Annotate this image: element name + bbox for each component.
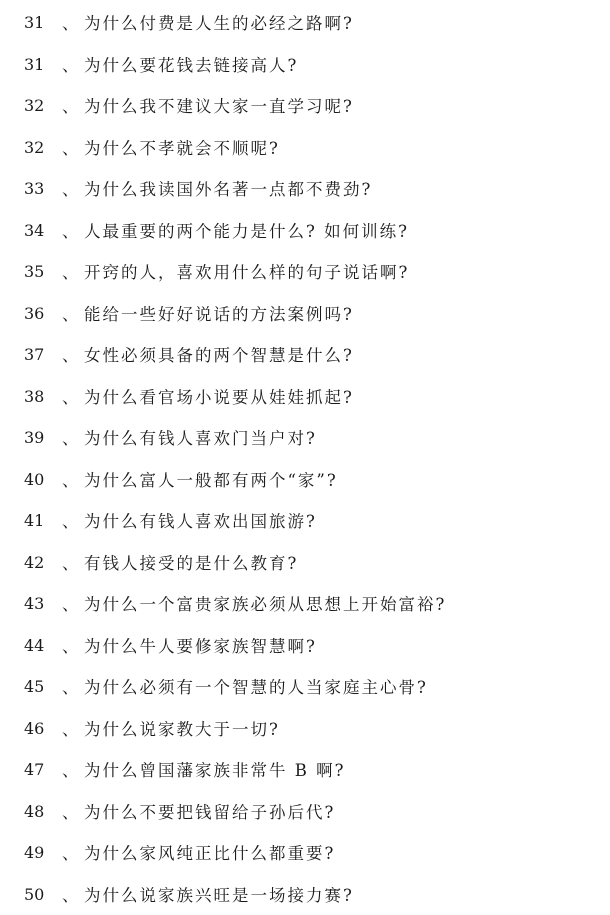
item-separator: 、 (62, 97, 79, 116)
item-separator: 、 (62, 263, 79, 282)
item-number: 38 (24, 386, 45, 406)
item-number: 32 (24, 95, 45, 115)
list-item (24, 135, 280, 159)
list-item (24, 467, 338, 491)
list-item (24, 52, 298, 76)
item-number: 31 (24, 54, 45, 74)
item-number: 43 (24, 593, 45, 613)
item-number: 49 (24, 842, 45, 862)
item-separator: 、 (62, 803, 79, 822)
list-item (24, 384, 354, 408)
item-text: 为什么付费是人生的必经之路啊? (84, 14, 354, 33)
item-separator: 、 (62, 637, 79, 656)
item-number: 47 (24, 759, 45, 779)
list-item (24, 259, 409, 283)
item-text: 人最重要的两个能力是什么? 如何训练? (84, 222, 409, 241)
list-item (24, 218, 409, 242)
item-text: 为什么说家族兴旺是一场接力赛? (84, 886, 354, 905)
list-item (24, 342, 354, 366)
item-text: 为什么有钱人喜欢门当户对? (84, 429, 317, 448)
item-number: 36 (24, 303, 45, 323)
item-number: 44 (24, 635, 45, 655)
list-item (24, 633, 317, 657)
item-text: 开窍的人，喜欢用什么样的句子说话啊? (84, 263, 410, 282)
item-separator: 、 (62, 595, 79, 614)
item-number: 48 (24, 801, 45, 821)
item-text: 为什么有钱人喜欢出国旅游? (84, 512, 317, 531)
list-item (24, 10, 354, 34)
item-text: 为什么我不建议大家一直学习呢? (84, 97, 354, 116)
item-number: 33 (24, 178, 45, 198)
item-text: 为什么曾国藩家族非常牛 B 啊? (84, 761, 346, 780)
item-separator: 、 (62, 56, 79, 75)
item-number: 32 (24, 137, 45, 157)
list-item (24, 591, 446, 615)
item-separator: 、 (62, 720, 79, 739)
item-separator: 、 (62, 222, 79, 241)
item-number: 31 (24, 12, 45, 32)
item-text: 为什么必须有一个智慧的人当家庭主心骨? (84, 678, 428, 697)
item-separator: 、 (62, 471, 79, 490)
item-separator: 、 (62, 180, 79, 199)
item-separator: 、 (62, 388, 79, 407)
item-separator: 、 (62, 139, 79, 158)
item-number: 46 (24, 718, 45, 738)
item-text: 能给一些好好说话的方法案例吗? (84, 305, 354, 324)
item-text: 为什么牛人要修家族智慧啊? (84, 637, 317, 656)
item-separator: 、 (62, 512, 79, 531)
item-separator: 、 (62, 305, 79, 324)
item-separator: 、 (62, 429, 79, 448)
list-item (24, 508, 317, 532)
item-text: 为什么家风纯正比什么都重要? (84, 844, 336, 863)
list-item (24, 550, 298, 574)
item-number: 50 (24, 884, 45, 904)
list-item (24, 799, 335, 823)
item-text: 为什么不要把钱留给子孙后代? (84, 803, 336, 822)
item-separator: 、 (62, 346, 79, 365)
item-text: 为什么一个富贵家族必须从思想上开始富裕? (84, 595, 447, 614)
item-number: 39 (24, 427, 45, 447)
list-item (24, 840, 335, 864)
item-text: 为什么说家教大于一切? (84, 720, 280, 739)
item-separator: 、 (62, 14, 79, 33)
item-text: 女性必须具备的两个智慧是什么? (84, 346, 354, 365)
list-item (24, 757, 345, 781)
item-number: 40 (24, 469, 45, 489)
list-item (24, 882, 354, 906)
item-number: 42 (24, 552, 45, 572)
list-item (24, 425, 317, 449)
item-text: 为什么要花钱去链接高人? (84, 56, 299, 75)
item-text: 有钱人接受的是什么教育? (84, 554, 299, 573)
item-text: 为什么我读国外名著一点都不费劲? (84, 180, 373, 199)
list-item (24, 176, 372, 200)
item-number: 35 (24, 261, 45, 281)
item-number: 45 (24, 676, 45, 696)
item-separator: 、 (62, 886, 79, 905)
list-item (24, 674, 428, 698)
list-item (24, 301, 354, 325)
list-item (24, 93, 354, 117)
item-text: 为什么富人一般都有两个“家”? (84, 471, 338, 490)
item-text: 为什么不孝就会不顺呢? (84, 139, 280, 158)
item-separator: 、 (62, 761, 79, 780)
item-number: 34 (24, 220, 45, 240)
item-separator: 、 (62, 554, 79, 573)
list-item (24, 716, 280, 740)
item-number: 41 (24, 510, 45, 530)
item-number: 37 (24, 344, 45, 364)
item-separator: 、 (62, 678, 79, 697)
item-separator: 、 (62, 844, 79, 863)
item-text: 为什么看官场小说要从娃娃抓起? (84, 388, 354, 407)
